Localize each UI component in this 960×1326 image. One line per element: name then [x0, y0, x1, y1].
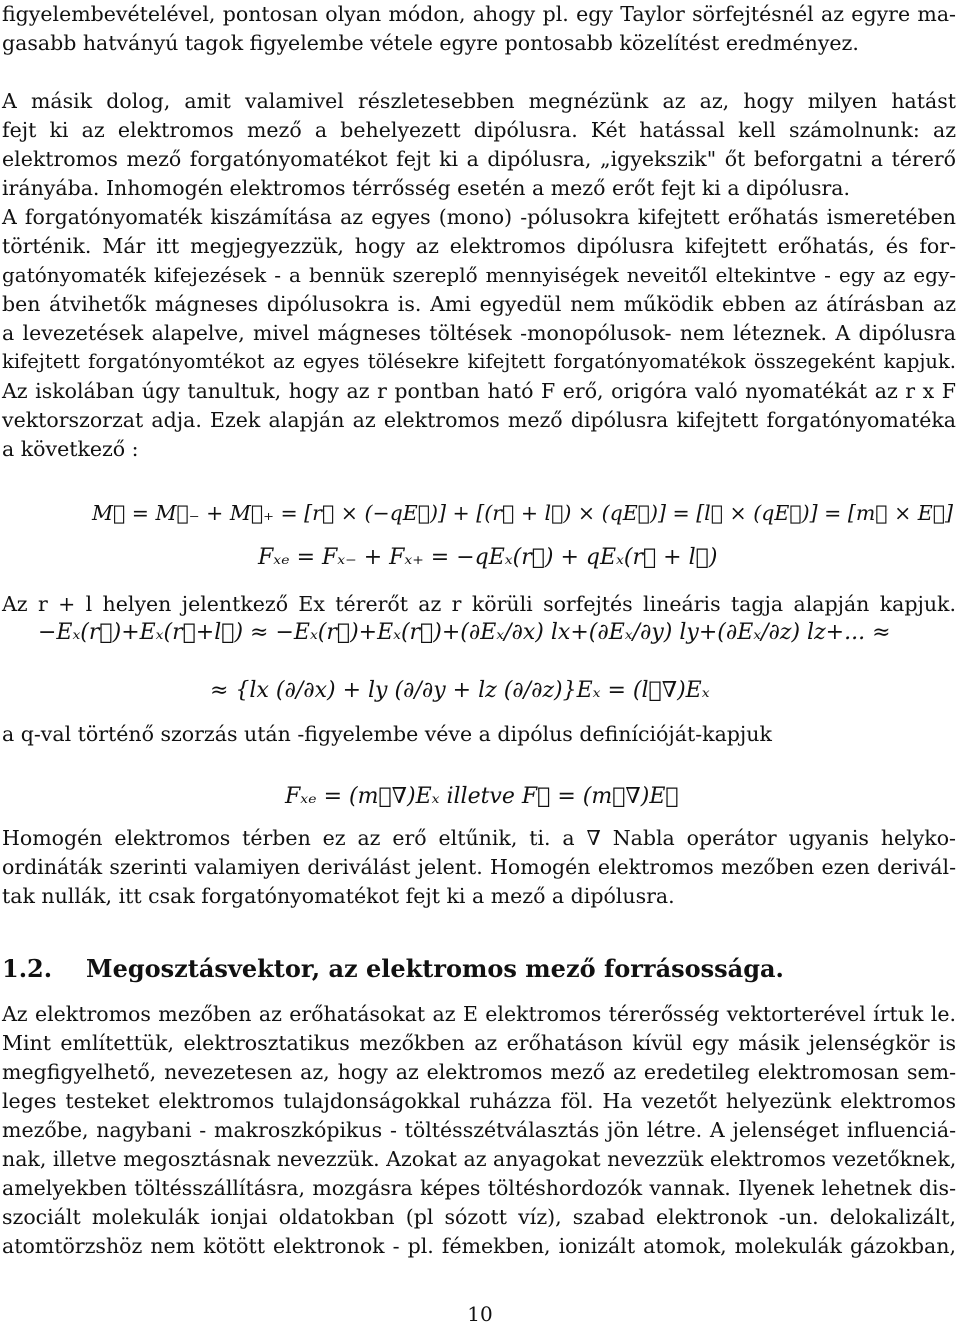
- text-line: amelyekben töltésszállításra, mozgásra képes töltéshordozók vannak. Ilyenek lehetnek dis-: [2, 1176, 956, 1200]
- text-line: Az r + l helyen jelentkező Ex térerőt az r körüli sorfejtés lineáris tagja alapján kapjuk.: [2, 592, 956, 616]
- text-line: tak nullák, itt csak forgatónyomatékot fejt ki a mező a dipólusra.: [2, 884, 675, 908]
- text-line: irányába. Inhomogén elektromos térrősség esetén a mező erőt fejt ki a dipólusra.: [2, 176, 851, 200]
- text-line: Mint említettük, elektrosztatikus mezőkben az erőhatáson kívül egy másik jelenségkör is: [2, 1031, 956, 1055]
- text-line: gatónyomaték kifejezések - a bennük szereplő mennyiségek neveitől eltekintve - egy az egy-: [2, 263, 956, 287]
- text-line: elektromos mező forgatónyomatékot fejt ki a dipólusra, „igyekszik" őt beforgatni a térerő: [2, 147, 956, 171]
- equation-force-x: Fₓₑ = Fₓ₋ + Fₓ₊ = −qEₓ(r⃗) + qEₓ(r⃗ + l⃗): [258, 545, 718, 570]
- text-line: Homogén elektromos térben ez az erő eltűnik, ti. a ∇ Nabla operátor ugyanis helyko-: [2, 826, 956, 850]
- text-line: A forgatónyomaték kiszámítása az egyes (mono) -pólusokra kifejtett erőhatás ismeretében: [2, 205, 956, 229]
- text-line: figyelembevételével, pontosan olyan módon, ahogy pl. egy Taylor sörfejtésnél az egyre ma-: [2, 2, 956, 26]
- text-line: megfigyelhető, nevezetesen az, hogy az elektromos mező az eredetileg elektromosan sem-: [2, 1060, 956, 1084]
- text-line: ordináták szerinti valamiyen deriválást jelent. Homogén elektromos mezőben ezen derivál-: [2, 855, 956, 879]
- text-line: gasabb hatványú tagok figyelembe vétele egyre pontosabb közelítést eredményez.: [2, 31, 859, 55]
- text-line: a következő :: [2, 437, 139, 461]
- text-line: A másik dolog, amit valamivel részletesebben megnézünk az az, hogy milyen hatást: [2, 89, 956, 113]
- text-line: szociált molekulák ionjai oldatokban (pl sózott víz), szabad elektronok -un. delokalizált,: [2, 1205, 956, 1229]
- equation-torque: M⃗ = M⃗₋ + M⃗₊ = [r⃗ × (−qE⃗)] + [(r⃗ + l⃗) × (qE⃗)] = [l⃗ × (qE⃗)] = [m⃗ × E⃗]: [92, 501, 954, 525]
- page-number: 10: [467, 1302, 493, 1326]
- text-line: fejt ki az elektromos mező a behelyezett dipólusra. Két hatással kell számolnunk: az: [2, 118, 956, 142]
- text-line: történik. Már itt megjegyezzük, hogy az elektromos dipólusra kifejtett erőhatás, és for-: [2, 234, 956, 258]
- text-line: nak, illetve megosztásnak nevezzük. Azokat az anyagokat nevezzük elektromos vezetőknek,: [2, 1147, 957, 1171]
- text-line: Az elektromos mezőben az erőhatásokat az E elektromos térerősség vektorterével írtuk le.: [2, 1002, 956, 1026]
- text-line: leges testeket elektromos tulajdonságokkal ruházza föl. Ha vezetőt helyezünk elektromos: [2, 1089, 956, 1113]
- text-line: mezőbe, nagybani - makroszkópikus - töltésszétválasztás jön létre. A jelenséget influenciá-: [2, 1118, 956, 1142]
- text-line: Az iskolában úgy tanultuk, hogy az r pontban ható F erő, origóra való nyomatékát az r x F: [2, 379, 956, 403]
- section-number: 1.2.: [2, 954, 53, 983]
- section-title: Megosztásvektor, az elektromos mező forrásossága.: [86, 954, 784, 983]
- text-line: a levezetések alapelve, mivel mágneses töltések -monopólusok- nem léteznek. A dipólusra: [2, 321, 956, 345]
- section-heading: [2, 953, 784, 985]
- equation-taylor-expansion: −Eₓ(r⃗)+Eₓ(r⃗+l⃗) ≈ −Eₓ(r⃗)+Eₓ(r⃗)+(∂Eₓ/∂x) lx+(∂Eₓ/∂y) ly+(∂Eₓ/∂z) lz+... ≈: [38, 620, 891, 645]
- text-line: vektorszorzat adja. Ezek alapján az elektromos mező dipólusra kifejtett forgatónyomatéka: [2, 408, 956, 432]
- text-line: a q-val történő szorzás után -figyelembe véve a dipólus definícióját-kapjuk: [2, 722, 772, 746]
- text-line: atomtörzshöz nem kötött elektronok - pl. fémekben, ionizált atomok, molekulák gázokban,: [2, 1234, 956, 1258]
- text-line: kifejtett forgatónyomtékot az egyes tölésekre kifejtett forgatónyomatékok összegeként kapjuk.: [2, 350, 956, 373]
- text-line: ben átvihetők mágneses dipólusokra is. Ami egyedül nem működik ebben az átírásban az: [2, 292, 956, 316]
- equation-force-final: Fₓₑ = (m⃗∇)Eₓ illetve F⃗ = (m⃗∇)E⃗: [285, 784, 679, 809]
- equation-taylor-result: ≈ {lx (∂/∂x) + ly (∂/∂y + lz (∂/∂z)}Eₓ = (l⃗∇)Eₓ: [210, 678, 710, 703]
